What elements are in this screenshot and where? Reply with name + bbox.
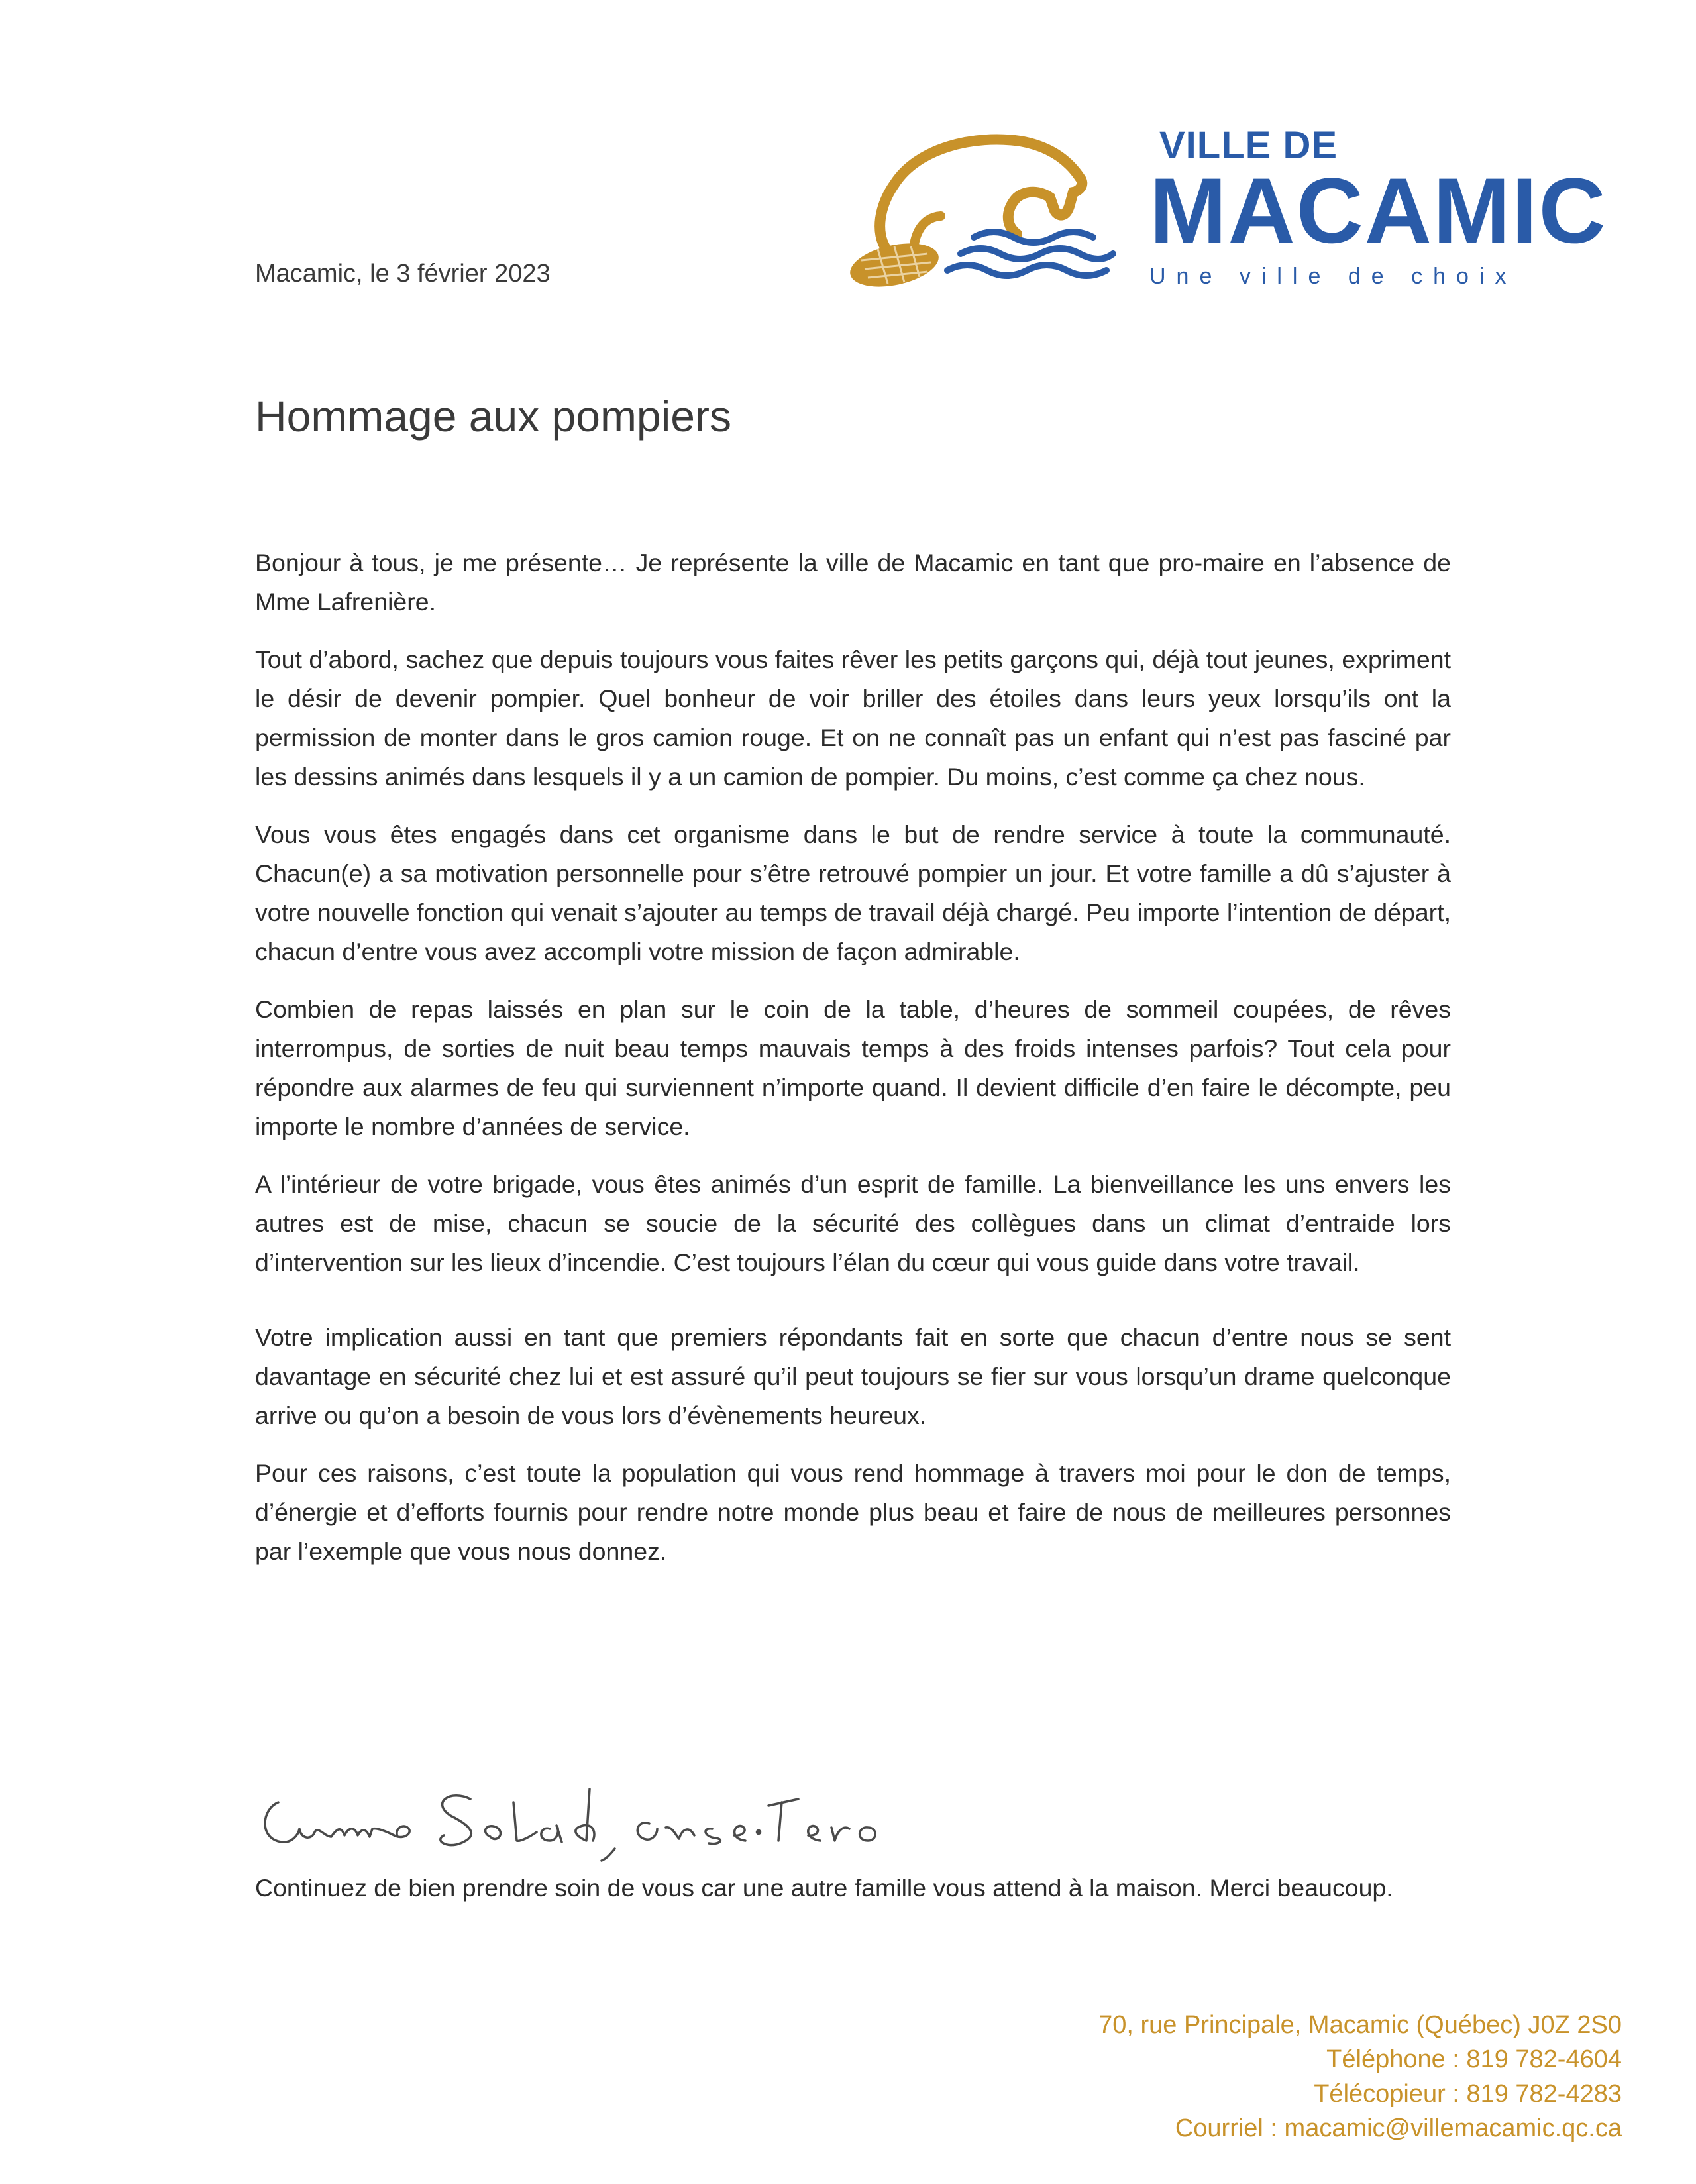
logo-ville-de: VILLE DE xyxy=(1159,124,1338,167)
handwritten-signature xyxy=(252,1763,1020,1862)
closing-paragraph: Continuez de bien prendre soin de vous car une autre famille vous attend à la maison. Merci beaucoup. xyxy=(255,1874,1393,1902)
logo-macamic: MACAMIC xyxy=(1149,158,1607,262)
letter-date: Macamic, le 3 février 2023 xyxy=(255,260,551,288)
letter-body xyxy=(255,543,1451,1571)
paragraph-intro: Bonjour à tous, je me présente… Je représente la ville de Macamic en tant que pro-maire en l’absence de Mme Lafrenière. xyxy=(255,549,1451,616)
beaver-logo-icon xyxy=(848,118,1153,310)
logo-tagline: Une ville de choix xyxy=(1149,264,1517,289)
paragraph-tribute: Pour ces raisons, c’est toute la population qui vous rend hommage à travers moi pour le don de temps, d’énergie et d’efforts fournis pour rendre notre monde plus beau et faire de nous de meilleures personnes par l’exemple que vous nous donnez. xyxy=(255,1459,1451,1565)
paragraph-brigade: A l’intérieur de votre brigade, vous êtes animés d’un esprit de famille. La bienveillance les uns envers les autres est de mise, chacun se soucie de la sécurité des collègues dans un climat d’entraide lors d’intervention sur les lieux d’incendie. C’est toujours l’élan du cœur qui vous guide dans votre travail. xyxy=(255,1170,1451,1276)
footer-phone: Téléphone : 819 782-4604 xyxy=(1326,2046,1622,2073)
footer-email[interactable]: Courriel : macamic@villemacamic.qc.ca xyxy=(1175,2114,1622,2142)
paragraph-dreams: Tout d’abord, sachez que depuis toujours vous faites rêver les petits garçons qui, déjà tout jeunes, expriment le désir de devenir pompier. Quel bonheur de voir briller des étoiles dans leurs yeux lorsqu’ils ont la permission de monter dans le gros camion rouge. Et on ne connaît pas un enfant qui n’est pas fasciné par les dessins animés dans lesquels il y a un camion de pompier. Du moins, c’est comme ça chez nous. xyxy=(255,645,1451,791)
footer-contact xyxy=(959,2008,1622,2146)
paragraph-engagement: Vous vous êtes engagés dans cet organisme dans le but de rendre service à toute la communauté. Chacun(e) a sa motivation personnelle pour s’être retrouvé pompier un jour. Et votre famille a dû s’ajuster à votre nouvelle fonction qui venait s’ajouter au temps de travail déjà chargé. Peu importe l’intention de départ, chacun d’entre vous avez accompli votre mission de façon admirable. xyxy=(255,820,1451,965)
city-logo xyxy=(848,118,1626,310)
footer-address: 70, rue Principale, Macamic (Québec) J0Z 2S0 xyxy=(1098,2011,1622,2039)
paragraph-first-responders: Votre implication aussi en tant que premiers répondants fait en sorte que chacun d’entre nous se sent davantage en sécurité chez lui et est assuré qu’il peut toujours se fier sur vous lorsqu’un drame quelconque arrive ou qu’on a besoin de vous lors d’évènements heureux. xyxy=(255,1323,1451,1429)
letter-title: Hommage aux pompiers xyxy=(255,392,731,441)
paragraph-sacrifices: Combien de repas laissés en plan sur le coin de la table, d’heures de sommeil coupées, de rêves interrompus, de sorties de nuit beau temps mauvais temps à des froids intenses parfois? Tout cela pour répondre aux alarmes de feu qui surviennent n’importe quand. Il devient difficile d’en faire le décompte, peu importe le nombre d’années de service. xyxy=(255,995,1451,1140)
footer-fax: Télécopieur : 819 782-4283 xyxy=(1314,2080,1622,2108)
